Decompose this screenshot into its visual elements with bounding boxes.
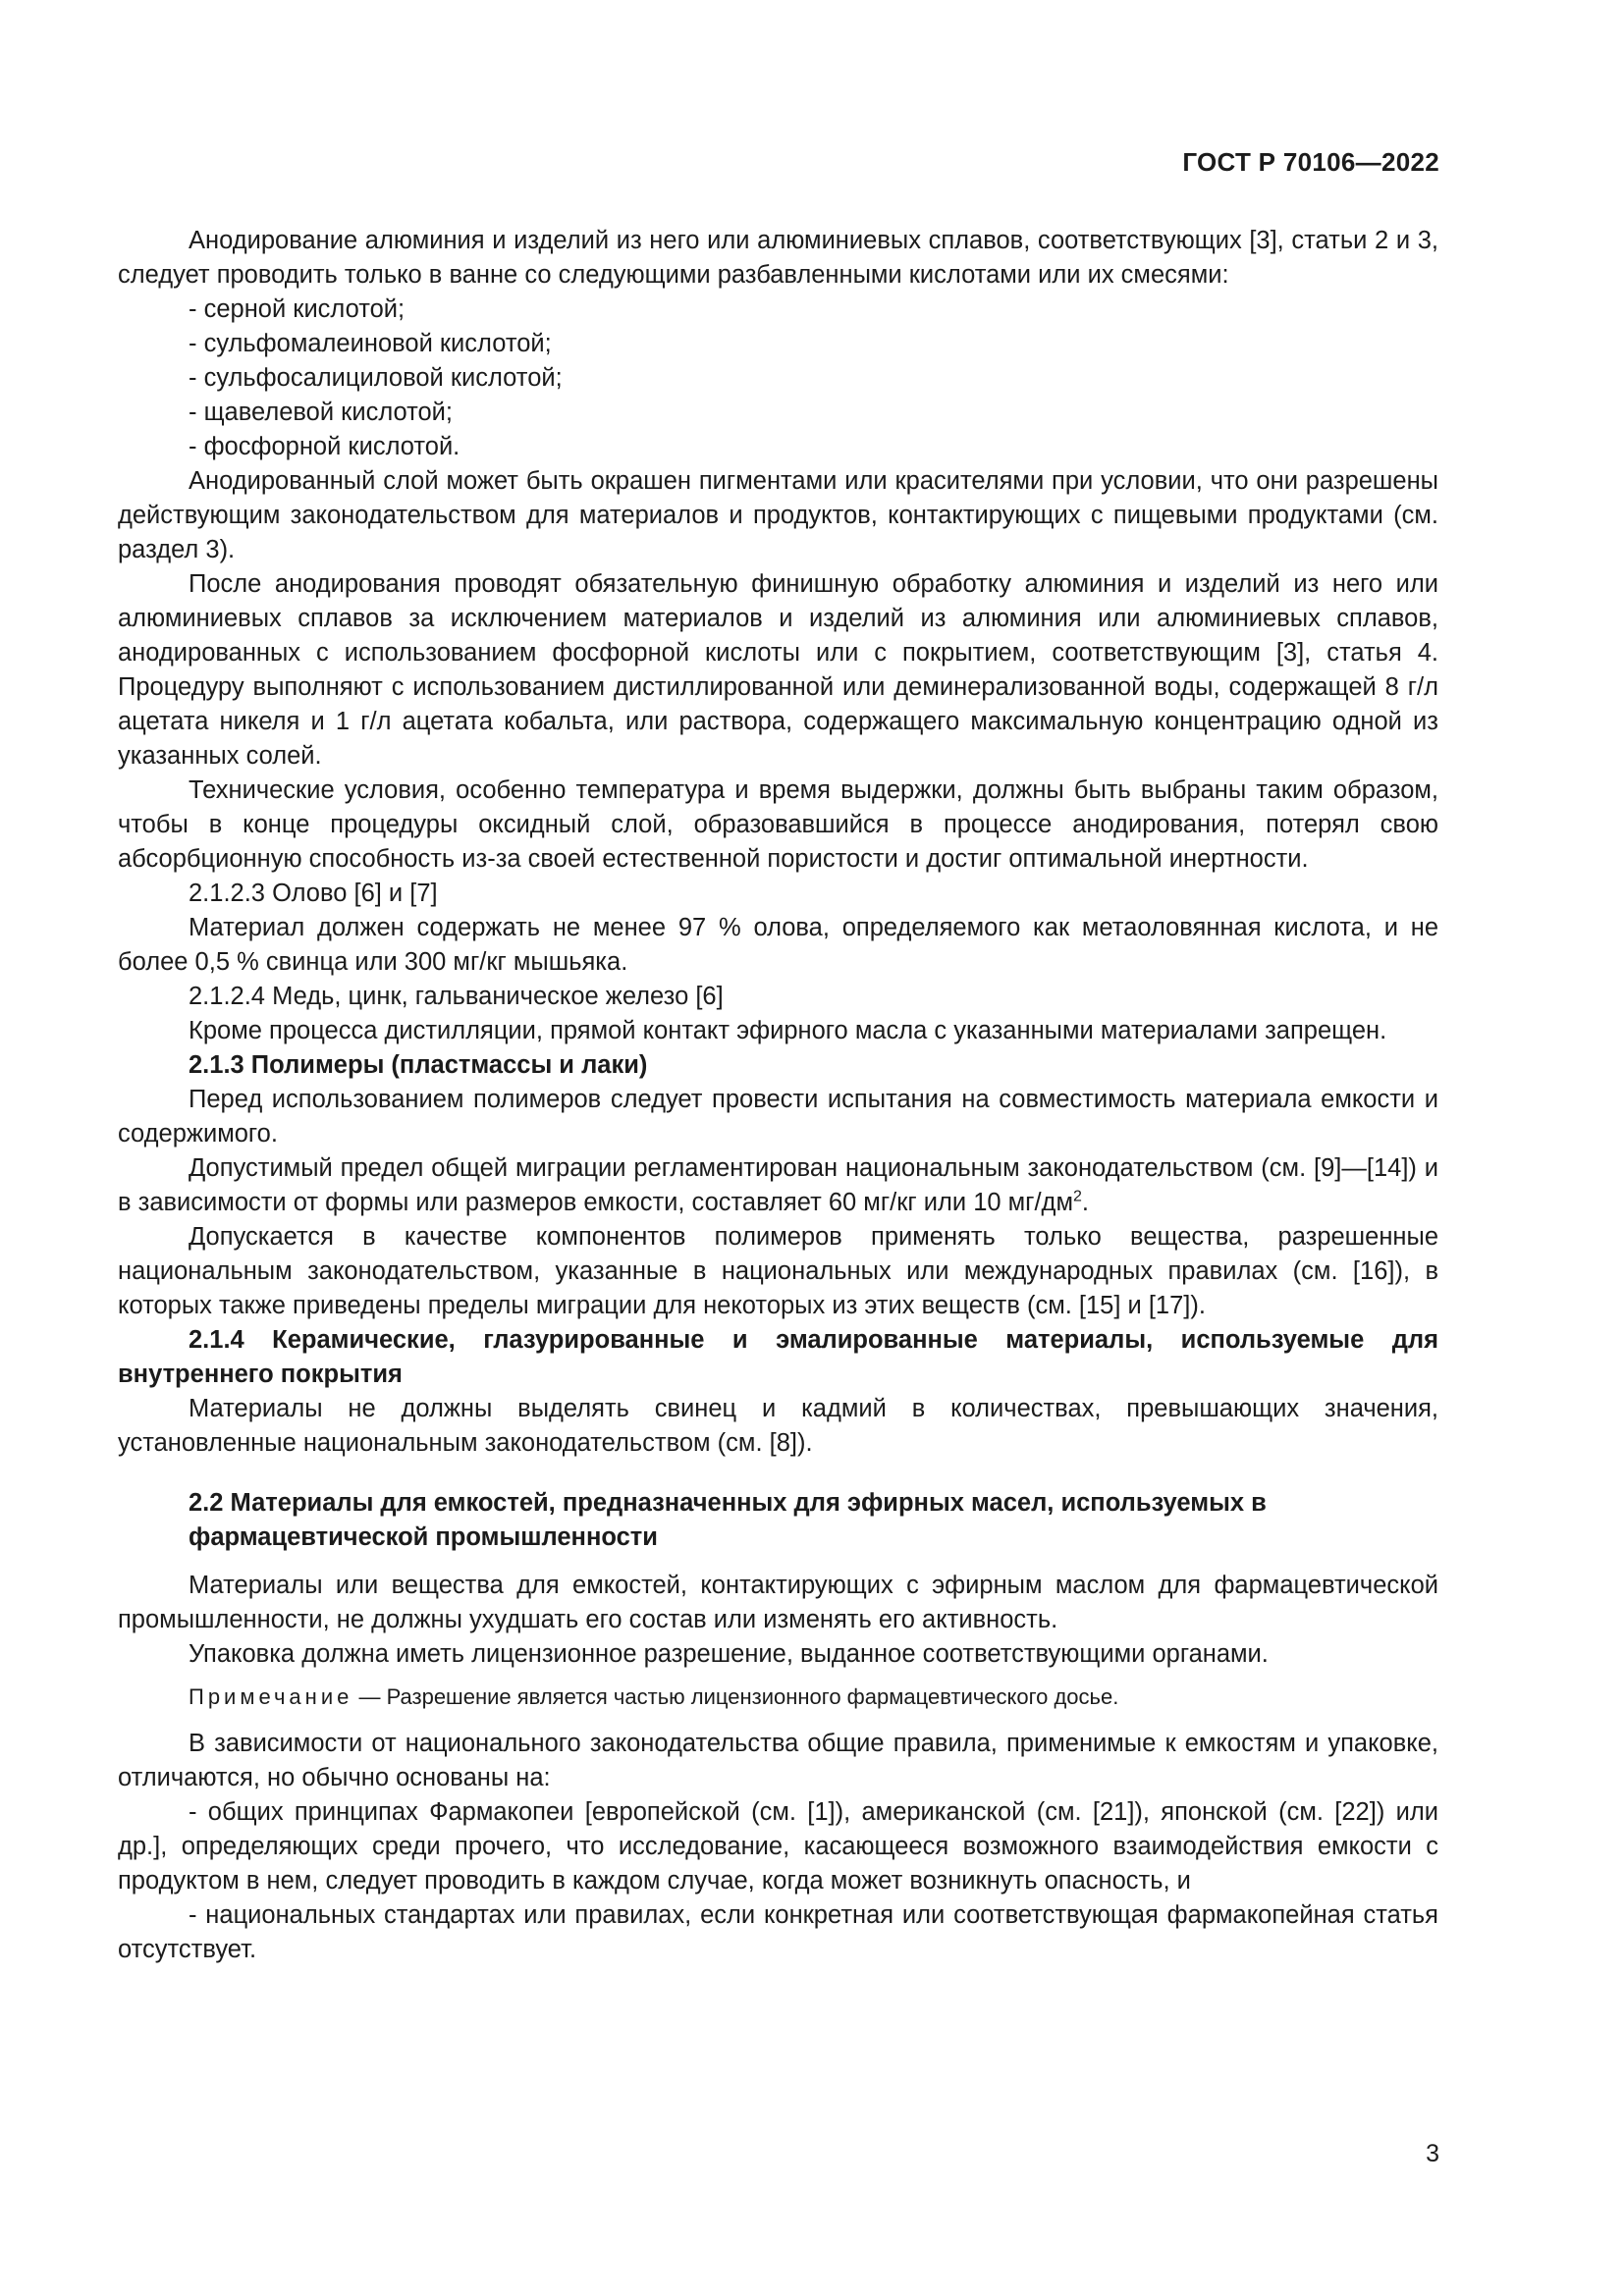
sentence-end: . <box>1081 1189 1089 1216</box>
page-number: 3 <box>1426 2140 1439 2167</box>
acid-list-item: - фосфорной кислотой. <box>189 433 460 460</box>
section-2-1-4-text: Материалы не должны выделять свинец и кадмий в количествах, превышающих значения, установленные национальным законодательством (см. [8]). <box>118 1395 1438 1457</box>
acid-list-item: - сульфосалициловой кислотой; <box>189 364 563 392</box>
acid-list-item: - щавелевой кислотой; <box>189 399 454 426</box>
section-2-2-para-3: В зависимости от национального законодательства общие правила, применимые к емкостям и упаковке, отличаются, но обычно основаны на: <box>118 1730 1438 1791</box>
section-2-1-2-3-text: Материал должен содержать не менее 97 % олова, определяемого как метаоловянная кислота, и не более 0,5 % свинца или 300 мг/кг мышьяка. <box>118 914 1438 976</box>
document-code-header: ГОСТ Р 70106—2022 <box>1182 147 1439 177</box>
note <box>118 1682 1438 1713</box>
section-2-2-title: 2.2 Материалы для емкостей, предназначенных для эфирных масел, используемых в фармацевтической промышленности <box>189 1489 1267 1551</box>
paragraph-anodizing-intro: Анодирование алюминия и изделий из него или алюминиевых сплавов, соответствующих [3], статьи 2 и 3, следует проводить только в ванне со следующими разбавленными кислотами или их смесями: <box>118 227 1438 289</box>
section-2-1-2-4-title: 2.1.2.4 Медь, цинк, гальваническое железо [6] <box>189 983 724 1010</box>
acid-list-item: - сульфомалеиновой кислотой; <box>189 330 552 357</box>
section-2-1-3-para-2 <box>118 1151 1438 1220</box>
section-2-2-para-1: Материалы или вещества для емкостей, контактирующих с эфирным маслом для фармацевтической промышленности, не должны ухудшать его состав или изменять его активность. <box>118 1572 1438 1633</box>
section-2-2-list-item-2: - национальных стандартах или правилах, если конкретная или соответствующая фармакопейная статья отсутствует. <box>118 1901 1438 1963</box>
page-content <box>118 224 1438 1967</box>
section-2-1-3-title: 2.1.3 Полимеры (пластмассы и лаки) <box>189 1051 648 1079</box>
superscript: 2 <box>1072 1188 1082 1205</box>
section-2-1-3-para-1: Перед использованием полимеров следует провести испытания на совместимость материала емкости и содержимого. <box>118 1086 1438 1148</box>
paragraph-finish-treatment: После анодирования проводят обязательную финишную обработку алюминия и изделий из него или алюминиевых сплавов за исключением материалов и изделий из алюминия или алюминиевых сплавов, анодированных с использованием фосфорной кислоты или с покрытием, соответствующим [3], статья 4. Процедуру выполняют с использованием дистиллированной или деминерализованной воды, содержащей 8 г/л ацетата никеля и 1 г/л ацетата кобальта, или раствора, содержащего максимальную концентрацию одной из указанных солей. <box>118 570 1438 770</box>
section-2-1-3-para-3: Допускается в качестве компонентов полимеров применять только вещества, разрешенные национальным законодательством, указанные в национальных или международных правилах (см. [16]), в которых также приведены пределы миграции для некоторых из этих веществ (см. [15] и [17]). <box>118 1223 1438 1319</box>
section-2-1-2-3-title: 2.1.2.3 Олово [6] и [7] <box>189 880 438 907</box>
note-text: — Разрешение является частью лицензионного фармацевтического досье. <box>352 1684 1119 1709</box>
note-label: Примечание <box>189 1684 353 1709</box>
section-2-1-4-title: 2.1.4 Керамические, глазурированные и эмалированные материалы, используемые для внутреннего покрытия <box>118 1326 1438 1388</box>
acid-list-item: - серной кислотой; <box>189 295 406 323</box>
section-2-2-para-2: Упаковка должна иметь лицензионное разрешение, выданное соответствующими органами. <box>189 1640 1269 1668</box>
paragraph-pigment: Анодированный слой может быть окрашен пигментами или красителями при условии, что они разрешены действующим законодательством для материалов и продуктов, контактирующих с пищевыми продуктами (см. раздел 3). <box>118 467 1438 563</box>
paragraph-technical-conditions: Технические условия, особенно температура и время выдержки, должны быть выбраны таким образом, чтобы в конце процедуры оксидный слой, образовавшийся в процессе анодирования, потерял свою абсорбционную способность из-за своей естественной пористости и достиг оптимальной инертности. <box>118 776 1438 873</box>
section-2-1-2-4-text: Кроме процесса дистилляции, прямой контакт эфирного масла с указанными материалами запрещен. <box>189 1017 1387 1044</box>
section-2-2-list-item-1: - общих принципах Фармакопеи [европейской (см. [1]), американской (см. [21]), японской (см. [22]) или др.], определяющих среди прочего, что исследование, касающееся возможного взаимодействия емкости с продуктом в нем, следует проводить в каждом случае, когда может возникнуть опасность, и <box>118 1798 1438 1895</box>
migration-limit-text: Допустимый предел общей миграции регламентирован национальным законодательством (см. [9]—[14]) и в зависимости от формы или размеров емкости, составляет 60 мг/кг или 10 мг/дм <box>118 1154 1438 1216</box>
